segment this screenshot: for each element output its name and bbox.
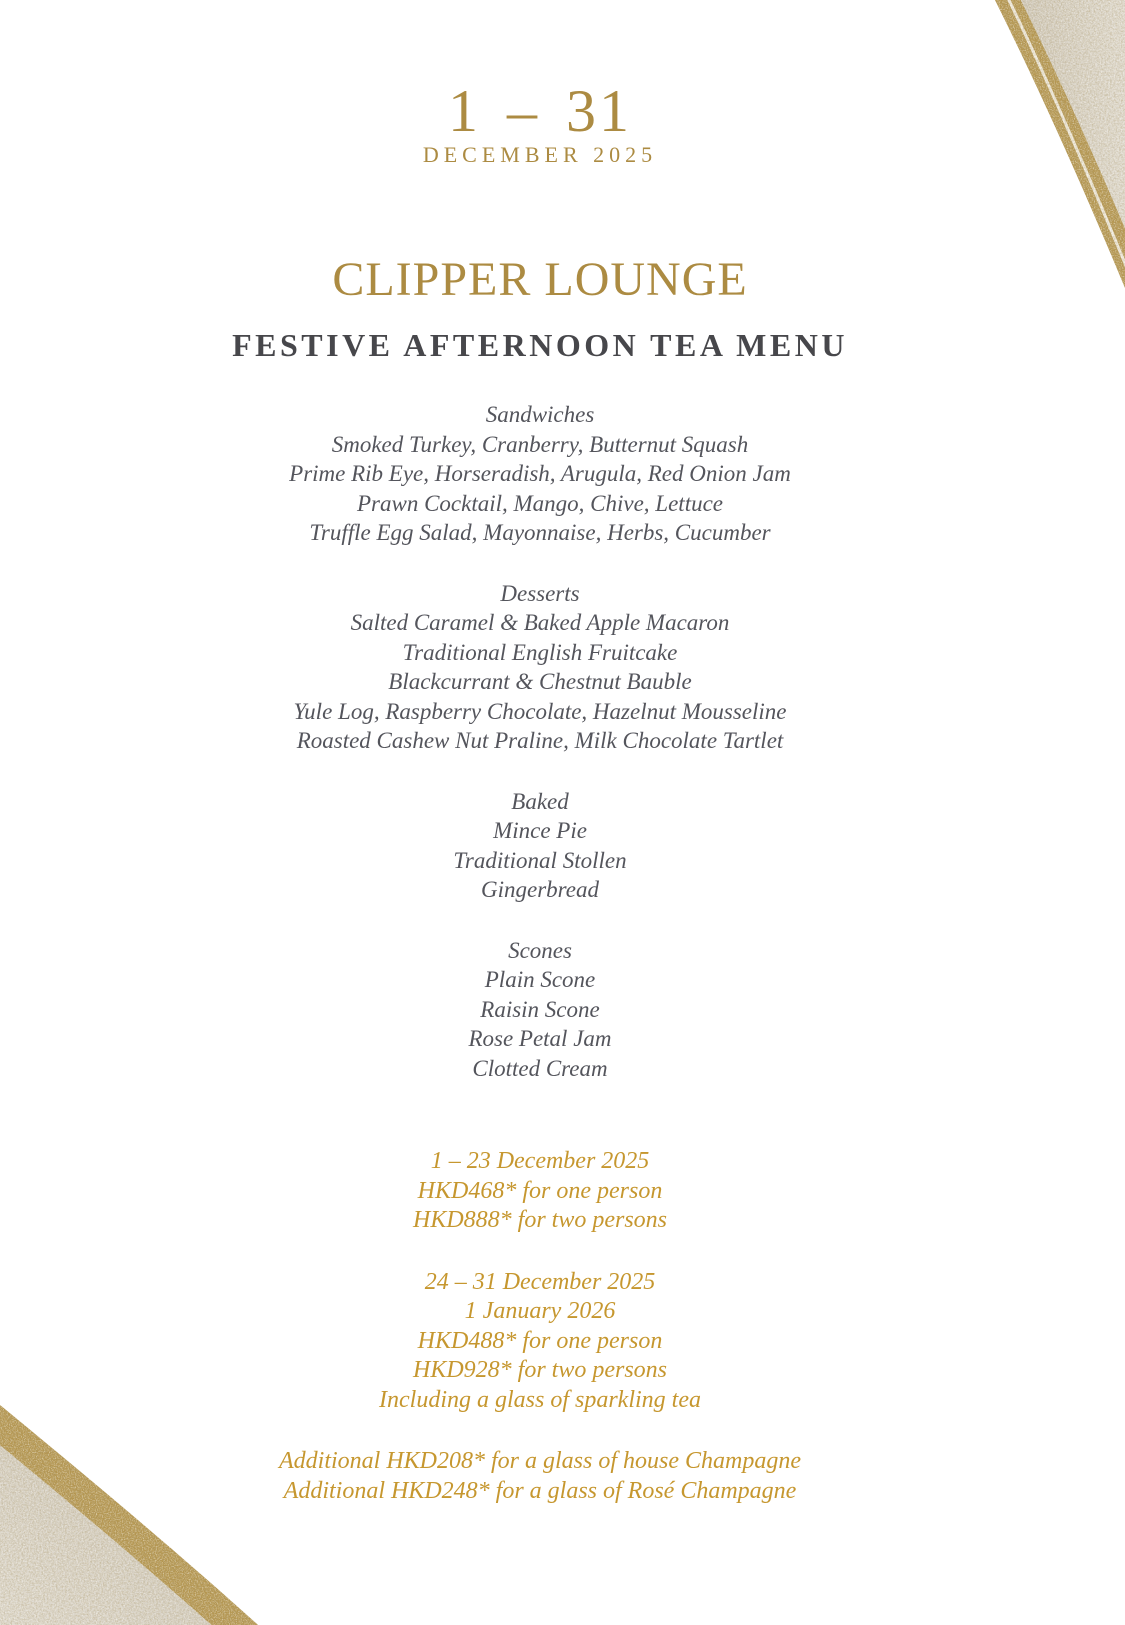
section-title: Desserts (500, 580, 580, 606)
menu-item: Traditional Stollen (453, 847, 627, 873)
price-line: 24 – 31 December 2025 (424, 1268, 656, 1295)
date-range: 1 – 31 (448, 78, 632, 144)
price-line: HKD488* for one person (417, 1327, 663, 1354)
menu-section-scones (0, 936, 1080, 1084)
price-line: HKD888* for two persons (412, 1207, 668, 1233)
menu-item: Salted Caramel & Baked Apple Macaron (350, 610, 730, 635)
menu-item: Smoked Turkey, Cranberry, Butternut Squash (331, 431, 749, 457)
menu-item: Rose Petal Jam (468, 1026, 612, 1051)
section-title: Sandwiches (485, 402, 595, 427)
menu-item: Raisin Scone (480, 996, 600, 1022)
menu-title: FESTIVE AFTERNOON TEA MENU (232, 327, 848, 363)
menu-item: Blackcurrant & Chestnut Bauble (388, 669, 692, 694)
menu-section-desserts (0, 579, 1080, 756)
menu-item: Roasted Cashew Nut Praline, Milk Chocolate Tartlet (296, 728, 784, 753)
menu-item: Clotted Cream (472, 1055, 608, 1081)
menu-item: Gingerbread (481, 877, 599, 902)
price-line: Additional HKD248* for a glass of Rosé Champagne (283, 1477, 797, 1504)
price-group (0, 1447, 1080, 1506)
venue-name: CLIPPER LOUNGE (332, 253, 748, 306)
price-line: HKD928* for two persons (412, 1357, 668, 1383)
menu-item: Yule Log, Raspberry Chocolate, Hazelnut Mousseline (293, 698, 787, 724)
price-line: Additional HKD208* for a glass of house Champagne (278, 1448, 801, 1474)
price-line: HKD468* for one person (417, 1177, 663, 1204)
menu-section-sandwiches (0, 400, 1080, 548)
menu-item: Prawn Cocktail, Mango, Chive, Lettuce (356, 490, 724, 516)
menu-item: Traditional English Fruitcake (402, 639, 678, 665)
date-subtitle: DECEMBER 2025 (422, 142, 658, 167)
section-title: Scones (508, 937, 572, 963)
price-line: 1 – 23 December 2025 (430, 1148, 650, 1174)
section-title: Baked (511, 788, 569, 814)
price-group (0, 1268, 1080, 1416)
pricing-info (0, 1147, 1080, 1506)
menu-sections (0, 400, 1080, 1083)
menu-item: Plain Scone (484, 967, 596, 992)
menu-item: Truffle Egg Salad, Mayonnaise, Herbs, Cucumber (309, 520, 771, 545)
menu-item: Mince Pie (493, 818, 587, 843)
menu-section-baked (0, 787, 1080, 905)
price-line: Including a glass of sparkling tea (379, 1386, 701, 1413)
menu-item: Prime Rib Eye, Horseradish, Arugula, Red Onion Jam (289, 461, 791, 486)
price-group (0, 1147, 1080, 1236)
price-line: 1 January 2026 (464, 1298, 616, 1324)
